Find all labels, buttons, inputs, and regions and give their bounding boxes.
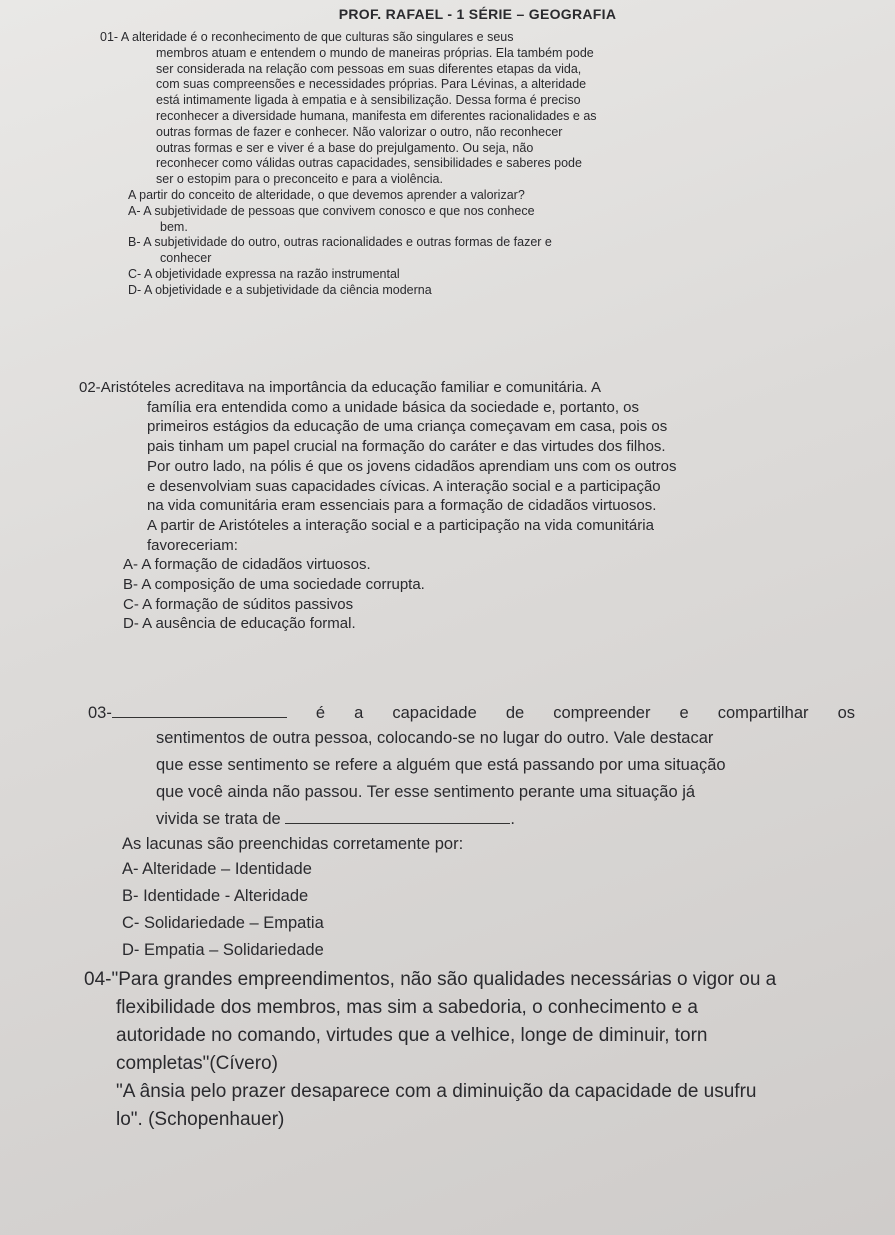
question-text-line: lo". (Schopenhauer) xyxy=(116,1109,285,1130)
question-number: 03- xyxy=(88,704,112,722)
question-1 xyxy=(100,30,800,299)
question-1-first-line xyxy=(100,30,800,46)
question-number: 04- xyxy=(84,969,112,990)
question-text-line: completas"(Cívero) xyxy=(116,1053,278,1074)
option-d[interactable]: D- A ausência de educação formal. xyxy=(123,615,356,633)
option-d[interactable] xyxy=(100,283,800,299)
question-text-line: reconhecer como válidas outras capacidades, sensibilidades e saberes pode xyxy=(156,156,582,171)
option-a[interactable]: A- Alteridade – Identidade xyxy=(122,860,312,878)
question-3 xyxy=(88,702,855,964)
question-text-line: Por outro lado, na pólis é que os jovens cidadãos aprendiam uns com os outros xyxy=(147,457,677,475)
answer-blank-1[interactable] xyxy=(112,703,287,718)
question-text-line: outras formas de fazer e conhecer. Não valorizar o outro, não reconhecer xyxy=(156,124,563,139)
question-number: 01- xyxy=(100,30,119,44)
option-b[interactable]: B- Identidade - Alteridade xyxy=(122,887,309,905)
question-text-line-last xyxy=(122,806,855,833)
question-4 xyxy=(84,966,895,1134)
answer-blank-2[interactable] xyxy=(285,809,510,824)
option-label: B- A subjetividade do outro, outras racionalidades e outras formas de fazer e xyxy=(128,235,552,250)
option-d[interactable]: D- Empatia – Solidariedade xyxy=(122,941,324,959)
option-continuation: conhecer xyxy=(160,251,212,266)
question-text-line: que você ainda não passou. Ter esse sentimento perante uma situação já xyxy=(156,783,696,801)
question-text-line: membros atuam e entendem o mundo de maneiras próprias. Ela também pode xyxy=(156,45,594,60)
question-text-line: ser considerada na relação com pessoas em suas diferentes etapas da vida, xyxy=(156,61,582,76)
question-text-fragment: . xyxy=(510,810,515,828)
question-text-fragment: vivida se trata de xyxy=(156,810,281,828)
question-number: 02- xyxy=(79,379,101,396)
option-b[interactable] xyxy=(100,235,800,267)
question-3-body xyxy=(88,725,855,833)
prompt-line: favoreceriam: xyxy=(147,536,238,554)
option-c[interactable]: C- Solidariedade – Empatia xyxy=(122,914,324,932)
option-b[interactable]: B- A composição de uma sociedade corrupta. xyxy=(123,576,425,594)
question-4-first-line xyxy=(84,966,895,994)
page-header: PROF. RAFAEL - 1 SÉRIE – GEOGRAFIA xyxy=(338,6,617,22)
question-text-line: autoridade no comando, virtudes que a velhice, longe de diminuir, torn xyxy=(116,1025,708,1046)
question-text-line: A alteridade é o reconhecimento de que culturas são singulares e seus xyxy=(120,30,514,44)
option-label: C- A objetividade expressa na razão instrumental xyxy=(128,266,400,281)
question-2-first-line xyxy=(79,378,820,398)
question-text-line: reconhecer a diversidade humana, manifesta em diferentes racionalidades e as xyxy=(156,108,597,123)
question-text-line: e desenvolviam suas capacidades cívicas. A interação social e a participação xyxy=(147,477,661,495)
question-3-prompt: As lacunas são preenchidas corretamente por: xyxy=(122,835,464,853)
question-text-line: está intimamente ligada à empatia e à sensibilização. Dessa forma é preciso xyxy=(156,93,581,108)
option-a[interactable]: A- A formação de cidadãos virtuosos. xyxy=(123,556,371,574)
question-text-line: com suas compreensões e necessidades próprias. Para Lévinas, a alteridade xyxy=(156,77,587,92)
question-2 xyxy=(79,378,820,634)
question-text-line: outras formas e ser e viver é a base do prejulgamento. Ou seja, não xyxy=(156,140,534,155)
question-text-line: família era entendida como a unidade básica da sociedade e, portanto, os xyxy=(147,398,639,416)
question-1-prompt: A partir do conceito de alteridade, o que devemos aprender a valorizar? xyxy=(128,187,525,202)
question-text-line: na vida comunitária eram essenciais para a formação de cidadãos virtuosos. xyxy=(147,497,657,515)
question-text-line: flexibilidade dos membros, mas sim a sabedoria, o conhecimento e a xyxy=(116,997,698,1018)
question-4-body xyxy=(84,994,895,1134)
question-text-line: primeiros estágios da educação de uma criança começavam em casa, pois os xyxy=(147,418,668,436)
option-continuation: bem. xyxy=(160,219,188,234)
question-3-first-line xyxy=(88,702,855,725)
option-label: A- A subjetividade de pessoas que convivem conosco e que nos conhece xyxy=(128,203,535,218)
question-text-line: que esse sentimento se refere a alguém que está passando por uma situação xyxy=(156,756,726,774)
question-text-line: sentimentos de outra pessoa, colocando-se no lugar do outro. Vale destacar xyxy=(156,729,714,747)
question-text-line: "A ânsia pelo prazer desaparece com a diminuição da capacidade de usufru xyxy=(116,1081,757,1102)
option-a[interactable] xyxy=(100,204,800,236)
question-1-body xyxy=(100,46,800,188)
question-text-line: "Para grandes empreendimentos, não são qualidades necessárias o vigor ou a xyxy=(111,969,777,990)
question-2-prompt xyxy=(103,516,820,555)
question-text-line: Aristóteles acreditava na importância da educação familiar e comunitária. A xyxy=(100,379,601,396)
question-text-line: ser o estopim para o preconceito e para a violência. xyxy=(156,172,443,187)
prompt-line: A partir de Aristóteles a interação social e a participação na vida comunitária xyxy=(147,516,654,534)
question-text-line: pais tinham um papel crucial na formação do caráter e das virtudes dos filhos. xyxy=(147,438,666,456)
option-c[interactable]: C- A formação de súditos passivos xyxy=(123,595,354,613)
option-c[interactable] xyxy=(100,267,800,283)
question-text-line: é a capacidade de compreender e compartilhar os xyxy=(315,704,855,722)
option-label: D- A objetividade e a subjetividade da ciência moderna xyxy=(128,282,432,297)
question-2-body xyxy=(103,398,820,516)
